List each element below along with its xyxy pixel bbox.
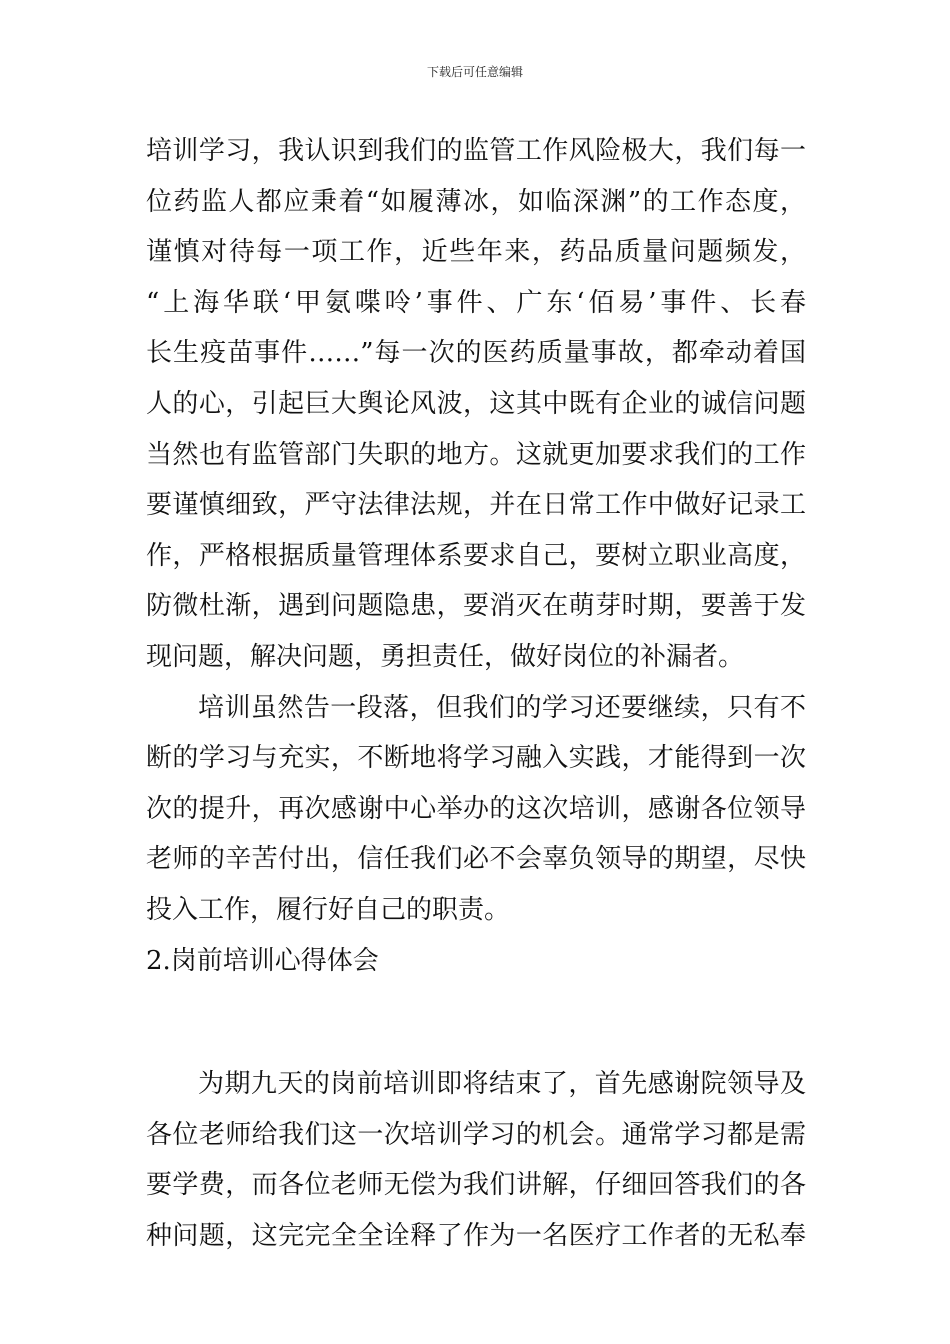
paragraph-1-line: 当然也有监管部门失职的地方。这就更加要求我们的工作 xyxy=(146,439,806,470)
paragraph-1-line: 要谨慎细致，严守法律法规，并在日常工作中做好记录工 xyxy=(146,490,806,521)
paragraph-3-line: 为期九天的岗前培训即将结束了，首先感谢院领导及 xyxy=(198,1069,806,1100)
paragraph-3 xyxy=(146,1059,806,1261)
paragraph-3-line: 种问题，这完完全全诠释了作为一名医疗工作者的无私奉 xyxy=(146,1220,806,1251)
paragraph-1-line: “上海华联‘甲氨喋呤’事件、广东‘佰易’事件、长春 xyxy=(146,287,806,318)
blank-spacer xyxy=(146,986,806,1059)
paragraph-1-line: 防微杜渐，遇到问题隐患，要消灭在萌芽时期，要善于发 xyxy=(146,591,806,622)
page-header: 下载后可任意编辑 xyxy=(426,65,523,79)
paragraph-2-line: 断的学习与充实，不断地将学习融入实践，才能得到一次 xyxy=(146,743,806,774)
paragraph-2-line: 次的提升，再次感谢中心举办的这次培训，感谢各位领导 xyxy=(146,793,806,824)
paragraph-1-line: 人的心，引起巨大舆论风波，这其中既有企业的诚信问题 xyxy=(146,388,806,419)
paragraph-1-line: 长生疫苗事件……”每一次的医药质量事故，都牵动着国 xyxy=(146,338,806,369)
paragraph-1-line: 培训学习，我认识到我们的监管工作风险极大，我们每一 xyxy=(146,136,806,166)
paragraph-1-line: 位药监人都应秉着“如履薄冰，如临深渊”的工作态度， xyxy=(146,186,806,217)
paragraph-1-line: 谨慎对待每一项工作，近些年来，药品质量问题频发， xyxy=(146,237,806,268)
paragraph-2-line: 投入工作，履行好自己的职责。 xyxy=(146,894,511,925)
section-heading: 2.岗前培训心得体会 xyxy=(146,945,379,976)
document-body xyxy=(146,126,806,1261)
paragraph-3-line: 要学费，而各位老师无偿为我们讲解，仔细回答我们的各 xyxy=(146,1170,806,1201)
paragraph-2-line: 老师的辛苦付出，信任我们必不会辜负领导的期望，尽快 xyxy=(146,844,806,875)
paragraph-3-line: 各位老师给我们这一次培训学习的机会。通常学习都是需 xyxy=(146,1119,806,1150)
paragraph-1 xyxy=(146,126,806,683)
paragraph-1-line: 作，严格根据质量管理体系要求自己，要树立职业高度， xyxy=(146,540,806,571)
paragraph-1-line: 现问题，解决问题，勇担责任，做好岗位的补漏者。 xyxy=(146,641,745,672)
paragraph-2-line: 培训虽然告一段落，但我们的学习还要继续，只有不 xyxy=(198,692,806,723)
paragraph-2 xyxy=(146,683,806,936)
